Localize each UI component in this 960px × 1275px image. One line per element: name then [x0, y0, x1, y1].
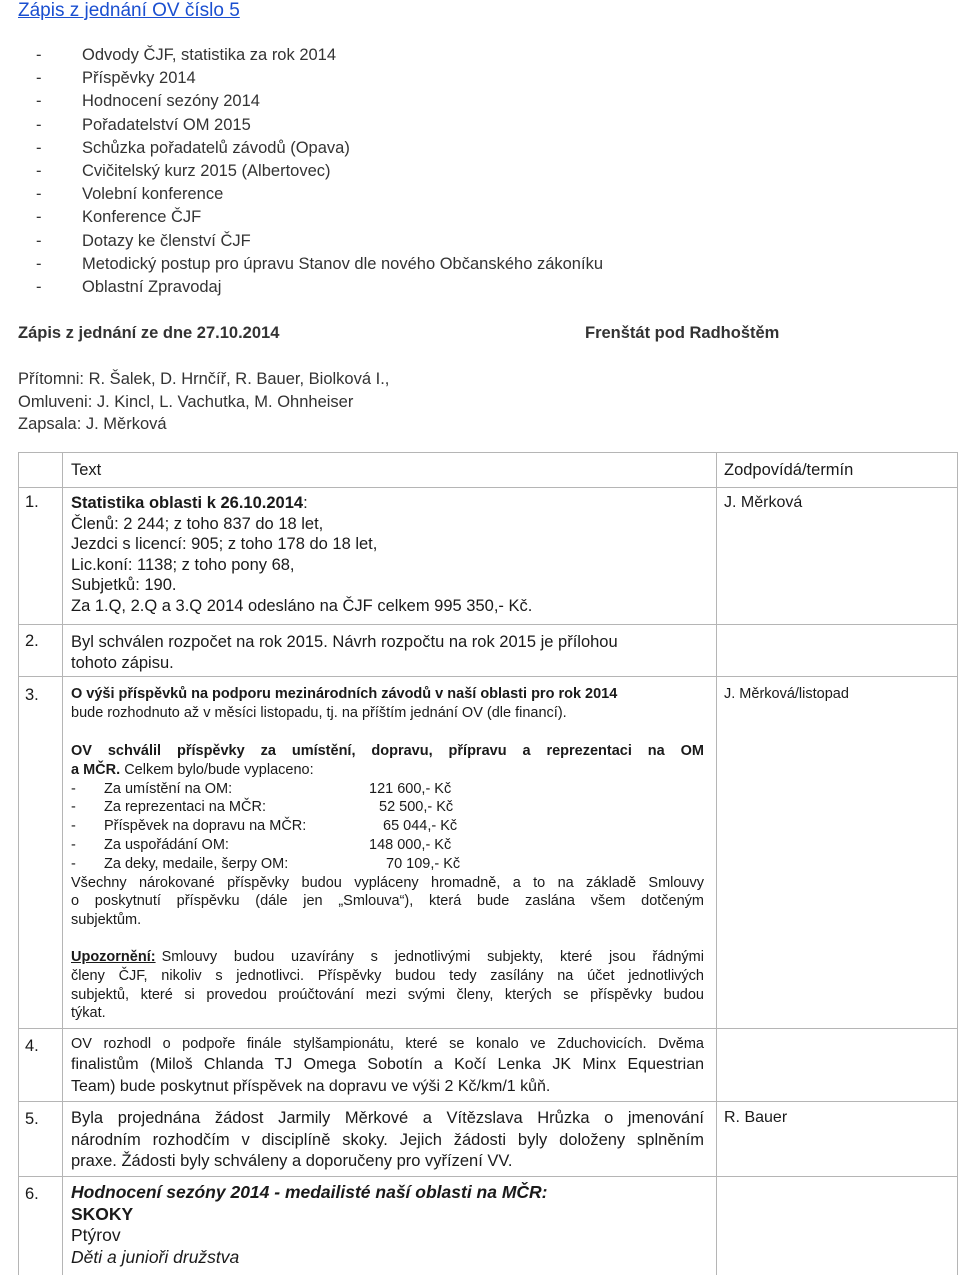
- meeting-header: [18, 324, 808, 343]
- row-1-line: Jezdci s licencí: 905; z toho 178 do 18 let,: [71, 535, 378, 553]
- agenda-item: - Dotazy ke členství ČJF: [36, 231, 251, 250]
- table-border: [62, 452, 63, 1275]
- table-header-text: Text: [71, 461, 102, 479]
- agenda-item: - Konference ČJF: [36, 208, 202, 227]
- row-1-line: Subjetků: 190.: [71, 576, 177, 594]
- row-5-content: Byla projednána žádost Jarmily Měrkové a Vítězslava Hrůzka o jmenování národním rozhodčím v disciplíně skoky. Jejich žádosti byly doloženy splněním praxe. Žádosti byly schváleny a doporučeny pro vyřízení VV.: [71, 1109, 704, 1170]
- agenda-item: - Příspěvky 2014: [36, 69, 196, 88]
- attendance: [18, 368, 389, 436]
- table-header-responsible: Zodpovídá/termín: [724, 461, 854, 479]
- table-border: [18, 624, 958, 625]
- table-border: [957, 452, 958, 1275]
- agenda-item: - Odvody ČJF, statistika za rok 2014: [36, 46, 337, 64]
- meeting-place: Frenštát pod Radhoštěm: [585, 324, 780, 342]
- table-border: [18, 452, 958, 453]
- row-1-line: Lic.koní: 1138; z toho pony 68,: [71, 555, 295, 574]
- meeting-date: Zápis z jednání ze dne 27.10.2014: [18, 324, 280, 342]
- excused-line: Omluveni: J. Kincl, L. Vachutka, M. Ohnheiser: [18, 392, 354, 411]
- row-3-responsible: J. Měrková/listopad: [724, 686, 849, 702]
- row-3-notice: Upozornění: Smlouvy budou uzavírány s jednotlivými subjekty, které jsou řádnými členy ČJF, nikoliv s jednotlivci. Příspěvky budou tedy zasílány na účet jednotlivých subjektů, které si provedou proúčtování mezi svými členy, kterých se příspěvky budou týkat.: [71, 949, 704, 1022]
- table-border: [716, 452, 717, 1275]
- agenda-item: - Cvičitelský kurz 2015 (Albertovec): [36, 161, 331, 180]
- present-line: Přítomni: R. Šalek, D. Hrnčíř, R. Bauer, Biolková I.,: [18, 370, 390, 388]
- table-border: [18, 452, 19, 1275]
- table-border: [18, 676, 958, 677]
- agenda-item: - Metodický postup pro úpravu Stanov dle nového Občanského zákoníku: [36, 254, 603, 273]
- row-number: 1.: [25, 493, 39, 511]
- agenda-item: - Pořadatelství OM 2015: [36, 115, 251, 134]
- row-6-content: Hodnocení sezóny 2014 - medailisté naší oblasti na MČR: SKOKY Ptýrov Děti a junioři družstva: [71, 1182, 704, 1268]
- row-1-content: Statistika oblasti k 26.10.2014: Členů: 2 244; z toho 837 do 18 let, Jezdci s licencí: 905; z toho 178 do 18 let, Lic.koní: 1138; z toho pony 68, Subjetků: 190. Za 1.Q, 2.Q a 3.Q 2014 odesláno na ČJF celkem 995 350,- Kč.: [71, 493, 711, 616]
- payment-item: - Za uspořádání OM: 148 000,- Kč: [71, 836, 452, 853]
- recorded-by-line: Zapsala: J. Měrková: [18, 415, 167, 433]
- row-1-line: Členů: 2 244; z toho 837 do 18 let,: [71, 514, 324, 533]
- payment-item: - Příspěvek na dopravu na MČR: 65 044,- Kč: [71, 818, 458, 835]
- row-3-payments-block: OV schválil příspěvky za umístění, dopravu, přípravu a reprezentaci na OM a MČR. Celkem bylo/bude vyplaceno: - Za umístění na OM: 121 600,- Kč - Za reprezentaci na MČR: 52 500,- Kč - Příspěvek na dopravu na MČR: 65 044,- Kč - Za uspořádání OM: 148 000,- Kč - Za deky, medaile, šerpy OM: 70 109,- Kč Všechny nárokované příspěvky budou vypláceny hromadně, a to na základě Smlouvy o poskytnutí příspěvku (dále jen „Smlouva“), která bude zaslána všem dotčeným subjektům.: [71, 743, 704, 929]
- notice-label: Upozornění:: [71, 949, 156, 965]
- payment-item: - Za reprezentaci na MČR: 52 500,- Kč: [71, 799, 454, 816]
- row-number: 2.: [25, 632, 39, 650]
- row-6-title: Hodnocení sezóny 2014 - medailisté naší oblasti na MČR:: [71, 1182, 548, 1202]
- payment-item: - Za deky, medaile, šerpy OM: 70 109,- Kč: [71, 855, 461, 872]
- row-2-content: Byl schválen rozpočet na rok 2015. Návrh rozpočtu na rok 2015 je přílohou tohoto zápisu.: [71, 633, 618, 672]
- table-border: [18, 1028, 958, 1029]
- table-border: [18, 487, 958, 488]
- table-border: [18, 1101, 958, 1102]
- agenda-item: - Hodnocení sezóny 2014: [36, 92, 260, 111]
- agenda-item: - Volební konference: [36, 185, 224, 204]
- agenda-list: [36, 44, 603, 299]
- row-number: 3.: [25, 686, 39, 704]
- row-number: 6.: [25, 1185, 39, 1203]
- row-1-responsible: J. Měrková: [724, 494, 803, 511]
- table-border: [18, 1176, 958, 1177]
- row-3-content: O výši příspěvků na podporu mezinárodních závodů v naší oblasti pro rok 2014 bude rozhodnuto až v měsíci listopadu, tj. na příštím jednání OV (dle financí).: [71, 685, 704, 723]
- payment-item: - Za umístění na OM: 121 600,- Kč: [71, 780, 452, 797]
- row-3-heading: O výši příspěvků na podporu mezinárodních závodů v naší oblasti pro rok 2014: [71, 686, 618, 702]
- row-number: 5.: [25, 1110, 39, 1128]
- row-5-responsible: R. Bauer: [724, 1109, 788, 1126]
- payment-list: [71, 780, 704, 874]
- agenda-item: - Schůzka pořadatelů závodů (Opava): [36, 138, 350, 157]
- row-4-content: OV rozhodl o podpoře finále stylšampionátu, které se konalo ve Zduchovicích. Dvěma finalistům (Miloš Chlanda TJ Omega Sobotín a Kočí Lenka JK Minx Equestrian Team) bude poskytnut příspěvek na dopravu ve výši 2 Kč/km/1 kůň.: [71, 1036, 704, 1095]
- row-1-title: Statistika oblasti k 26.10.2014: [71, 494, 304, 512]
- document-title: Zápis z jednání OV číslo 5: [18, 0, 240, 21]
- agenda-item: - Oblastní Zpravodaj: [36, 277, 222, 296]
- row-1-line: Za 1.Q, 2.Q a 3.Q 2014 odesláno na ČJF celkem 995 350,- Kč.: [71, 596, 533, 615]
- row-number: 4.: [25, 1037, 39, 1055]
